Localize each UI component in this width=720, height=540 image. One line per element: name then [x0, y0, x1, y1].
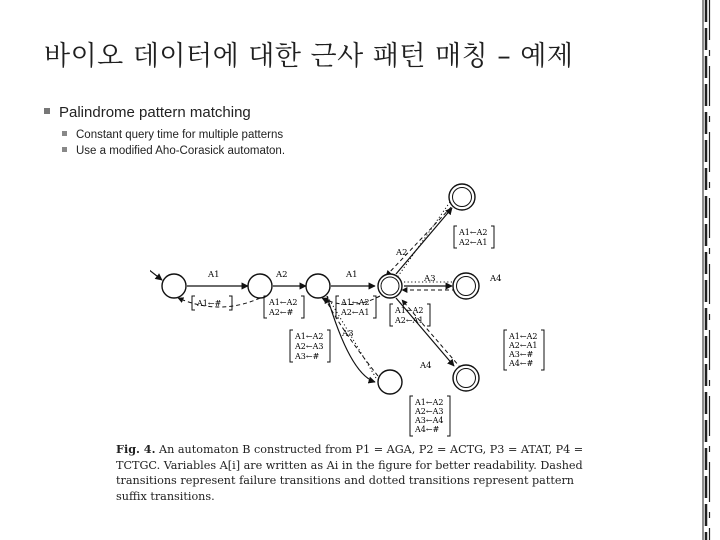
state-root	[162, 274, 186, 298]
assignment-line: A1←A2	[341, 298, 370, 307]
sub-bullet-marker	[62, 147, 67, 152]
assignment-line: A3←#	[295, 352, 320, 361]
assignment-line: A3←#	[509, 350, 534, 359]
sub-bullet-item	[62, 129, 285, 141]
state-node	[306, 274, 330, 298]
assignment-line: A2←A1	[509, 341, 538, 350]
assignment-line: A1←A2	[415, 398, 444, 407]
assignment-line: A2←A3	[415, 407, 444, 416]
assignment-box	[454, 226, 494, 248]
sub-bullet-text: Constant query time for multiple patterns	[76, 129, 284, 141]
bullet-item	[44, 104, 285, 121]
assignment-box-root	[192, 296, 232, 310]
assignment-line: A2←#	[269, 308, 294, 317]
assignment-line: A1←A2	[509, 332, 538, 341]
assignment-line: A2←A1	[395, 316, 424, 325]
edge-label: A1	[208, 270, 220, 280]
sub-bullet-item	[62, 145, 285, 157]
edge-label: A1	[346, 270, 358, 280]
assignment-line: A1←#	[197, 299, 222, 308]
sub-bullet-marker	[62, 131, 67, 136]
assignment-box	[264, 296, 304, 318]
edge-label: A3	[342, 329, 354, 339]
assignment-line: A3←A4	[415, 416, 444, 425]
assignment-box	[290, 330, 330, 362]
suffix-edge	[394, 202, 450, 282]
transition-edge	[396, 208, 452, 274]
automaton-figure	[150, 178, 600, 438]
edge-label: A2	[396, 248, 408, 258]
slide-title: 바이오 데이터에 대한 근사 패턴 매칭 – 예제	[44, 41, 574, 72]
state-hub	[378, 274, 402, 298]
state-node	[248, 274, 272, 298]
assignment-box	[336, 296, 376, 318]
assignment-line: A2←A1	[459, 238, 488, 247]
state-node	[378, 370, 402, 394]
figure-caption	[116, 442, 606, 504]
transition-edge	[150, 266, 162, 280]
edge-label: A2	[276, 270, 288, 280]
bullet-list	[44, 104, 285, 161]
assignment-line: A1←A2	[395, 306, 424, 315]
caption-text: An automaton B constructed from P1 = AGA, P2 = ACTG, P3 = ATAT, P4 = TCTGC. Variables A[i] are written as Ai in the figure for better readability. Dashed transitions represent failure transitions and dotted transitions represent pattern suffix transitions.	[116, 443, 584, 503]
assignment-line: A4←#	[509, 359, 534, 368]
edge-label: A3	[424, 274, 436, 284]
assignment-box	[410, 396, 450, 436]
assignment-box	[504, 330, 544, 370]
edge-label: A4	[490, 274, 502, 284]
assignment-line: A1←A2	[295, 332, 324, 341]
bullet-marker	[44, 108, 50, 114]
assignment-line: A2←A1	[341, 308, 370, 317]
bullet-text: Palindrome pattern matching	[59, 104, 251, 121]
assignment-line: A2←A3	[295, 342, 324, 351]
assignment-line: A4←#	[415, 425, 440, 434]
assignment-line: A1←A2	[269, 298, 298, 307]
slide-edge-decoration	[700, 0, 712, 540]
failure-edge	[386, 202, 456, 276]
edge-label: A4	[420, 361, 432, 371]
sub-bullet-text: Use a modified Aho-Corasick automaton.	[76, 145, 286, 157]
assignment-line: A1←A2	[459, 228, 488, 237]
caption-label: Fig. 4.	[116, 442, 156, 456]
